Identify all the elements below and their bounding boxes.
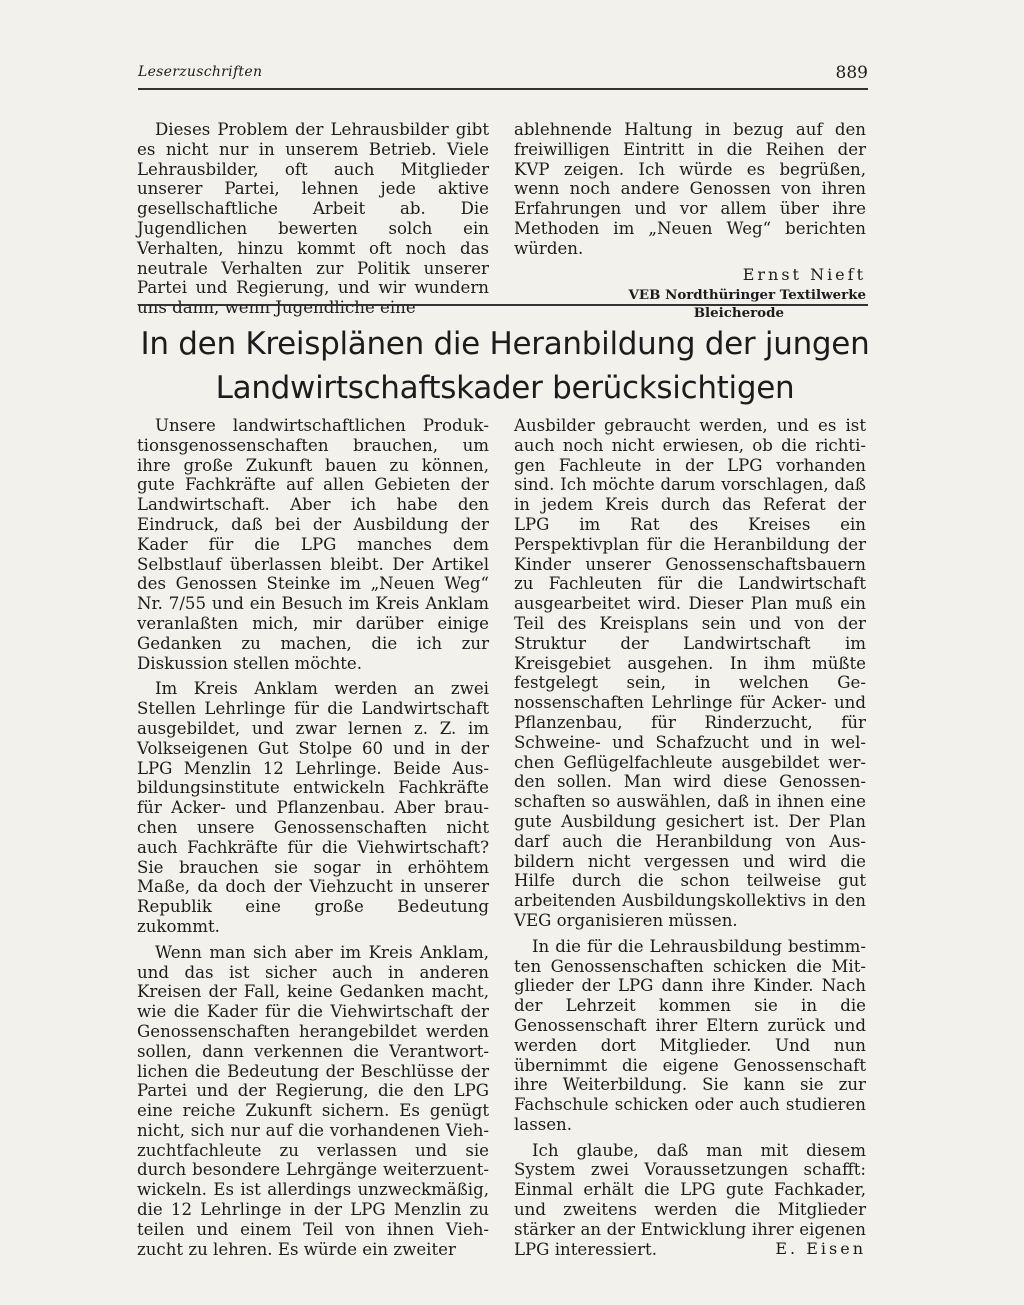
section-rule [138, 304, 868, 306]
letter-paragraph-continued: ablehnende Haltung in bezug auf den freiwilligen Eintritt in die Reihen der KVP zeigen. Ich würde es begrüßen, wenn noch andere Genossen von ihren Erfahrungen und vor allem über ihre Methoden im „Neuen Weg“ berichten würden. [514, 120, 866, 258]
affiliation-line-1: VEB Nordthüringer Textilwerke [628, 287, 866, 304]
letter-paragraph: Dieses Problem der Lehrausbilder gibt es nicht nur in unserem Betrieb. Viele Lehrausbilder, oft auch Mitglieder unserer Partei, lehnen jede aktive gesellschaftliche Arbeit ab. Die Jugendlichen bewerten solch ein Verhalten, hinzu kommt oft noch das neutrale Verhalten zur Politik unserer Partei und Regierung, und wir wundern uns dann, wenn Jugendliche eine [137, 120, 489, 318]
article-paragraph-3: Wenn man sich aber im Kreis Anklam, und das ist sicher auch in anderen Kreisen der Fall, keine Gedanken macht, wie die Kader für die Viehwirtschaft der Genossenschaften herangebildet werden sollen, dann verkennen die Verantwortlichen die Bedeutung der Beschlüsse der Partei und der Regierung, die den LPG eine reiche Zukunft sichern. Es genügt nicht, sich nur auf die vorhandenen Viehzuchtfachleute zu verlassen und sie durch besondere Lehrgänge weiterzuentwickeln. Es ist allerdings unzweckmäßig, die 12 Lehrlinge in der LPG Menzlin zu teilen und einem Teil von ihnen Viehzucht zu lehren. Es würde ein zweiter [137, 942, 489, 1259]
article-paragraph-2: Im Kreis Anklam werden an zwei Stellen Lehrlinge für die Landwirtschaft ausgebildet, und zwar lernen z. Z. im Volkseigenen Gut Stolpe 60 und in der LPG Menzlin 12 Lehrlinge. Beide Ausbildungsinstitute entwickeln Fachkräfte für Acker- und Pflanzenbau. Aber brauchen unsere Genossenschaften nicht auch Fachkräfte für die Viehwirtschaft? Sie brauchen sie sogar in erhöhtem Maße, da doch der Viehzucht in unserer Republik eine große Bedeutung zukommt. [137, 679, 489, 936]
article-paragraph-5: Ich glaube, daß man mit diesem System zwei Voraussetzungen schafft: Einmal erhält die LPG gute Fachkader, und zweitens werden die Mitglieder stärker an der Entwicklung ihrer eigenen LPG interessiert. [514, 1140, 866, 1259]
article-column-right [514, 416, 866, 1259]
page-number: 889 [835, 63, 868, 83]
article-paragraph-4: In die für die Lehrausbildung bestimmten Genossenschaften schicken die Mitglieder der LPG dann ihre Kinder. Nach der Lehrzeit kommen sie in die Genossenschaft ihrer Eltern zurück und werden dort Mitglieder. Und nun übernimmt die eigene Genossenschaft ihre Weiterbildung. Sie kann sie zur Fachschule schicken oder auch studieren lassen. [514, 936, 866, 1134]
header-rule [138, 88, 868, 90]
letter-author: Ernst Nieft [742, 264, 866, 284]
article-headline: In den Kreisplänen die Heranbildung der jungen Landwirtschaftskader berücksichtigen [140, 326, 870, 406]
article-column-left [137, 416, 489, 1265]
affiliation-line-2: Bleicherode [693, 305, 784, 322]
letter-column-left [137, 120, 489, 324]
article-paragraph-1: Unsere landwirtschaftlichen Produktionsgenossenschaften brauchen, um ihre große Zukunft bauen zu können, gute Fachkräfte auf allen Gebieten der Landwirtschaft. Aber ich habe den Eindruck, daß bei der Ausbildung der Kader für die LPG manches dem Selbstlauf überlassen bleibt. Der Artikel des Genossen Steinke im „Neuen Weg“ Nr. 7/55 und ein Besuch im Kreis Anklam veranlaßten mich, mir darüber einige Gedanken zu machen, die ich zur Diskussion stellen möchte. [137, 416, 489, 673]
running-head: Leserzuschriften [138, 64, 263, 80]
article-author: E. Eisen [775, 1239, 866, 1259]
article-paragraph-continued: Ausbilder gebraucht werden, und es ist auch noch nicht erwiesen, ob die richtigen Fachleute in der LPG vorhanden sind. Ich möchte darum vorschlagen, daß in jedem Kreis durch das Referat der LPG im Rat des Kreises ein Perspektivplan für die Heranbildung der Kinder unserer Genossenschaftsbauern zu Fachleuten für die Landwirtschaft ausgearbeitet wird. Dieser Plan muß ein Teil des Kreisplans sein und von der Struktur der Landwirtschaft im Kreisgebiet ausgehen. In ihm müßte festgelegt sein, in welchen Genossenschaften Lehrlinge für Acker- und Pflanzenbau, für Rinderzucht, für Schweine- und Schafzucht und in welchen Geflügelfachleute ausgebildet werden sollen. Man wird diese Genossenschaften so auswählen, daß in ihnen eine gute Ausbildung gesichert ist. Der Plan darf auch die Heranbildung von Ausbildern nicht vergessen und wird die Hilfe durch die schon teilweise gut arbeitenden Ausbildungskollektivs in den VEG organisieren müssen. [514, 416, 866, 930]
letter-column-right [514, 120, 866, 322]
